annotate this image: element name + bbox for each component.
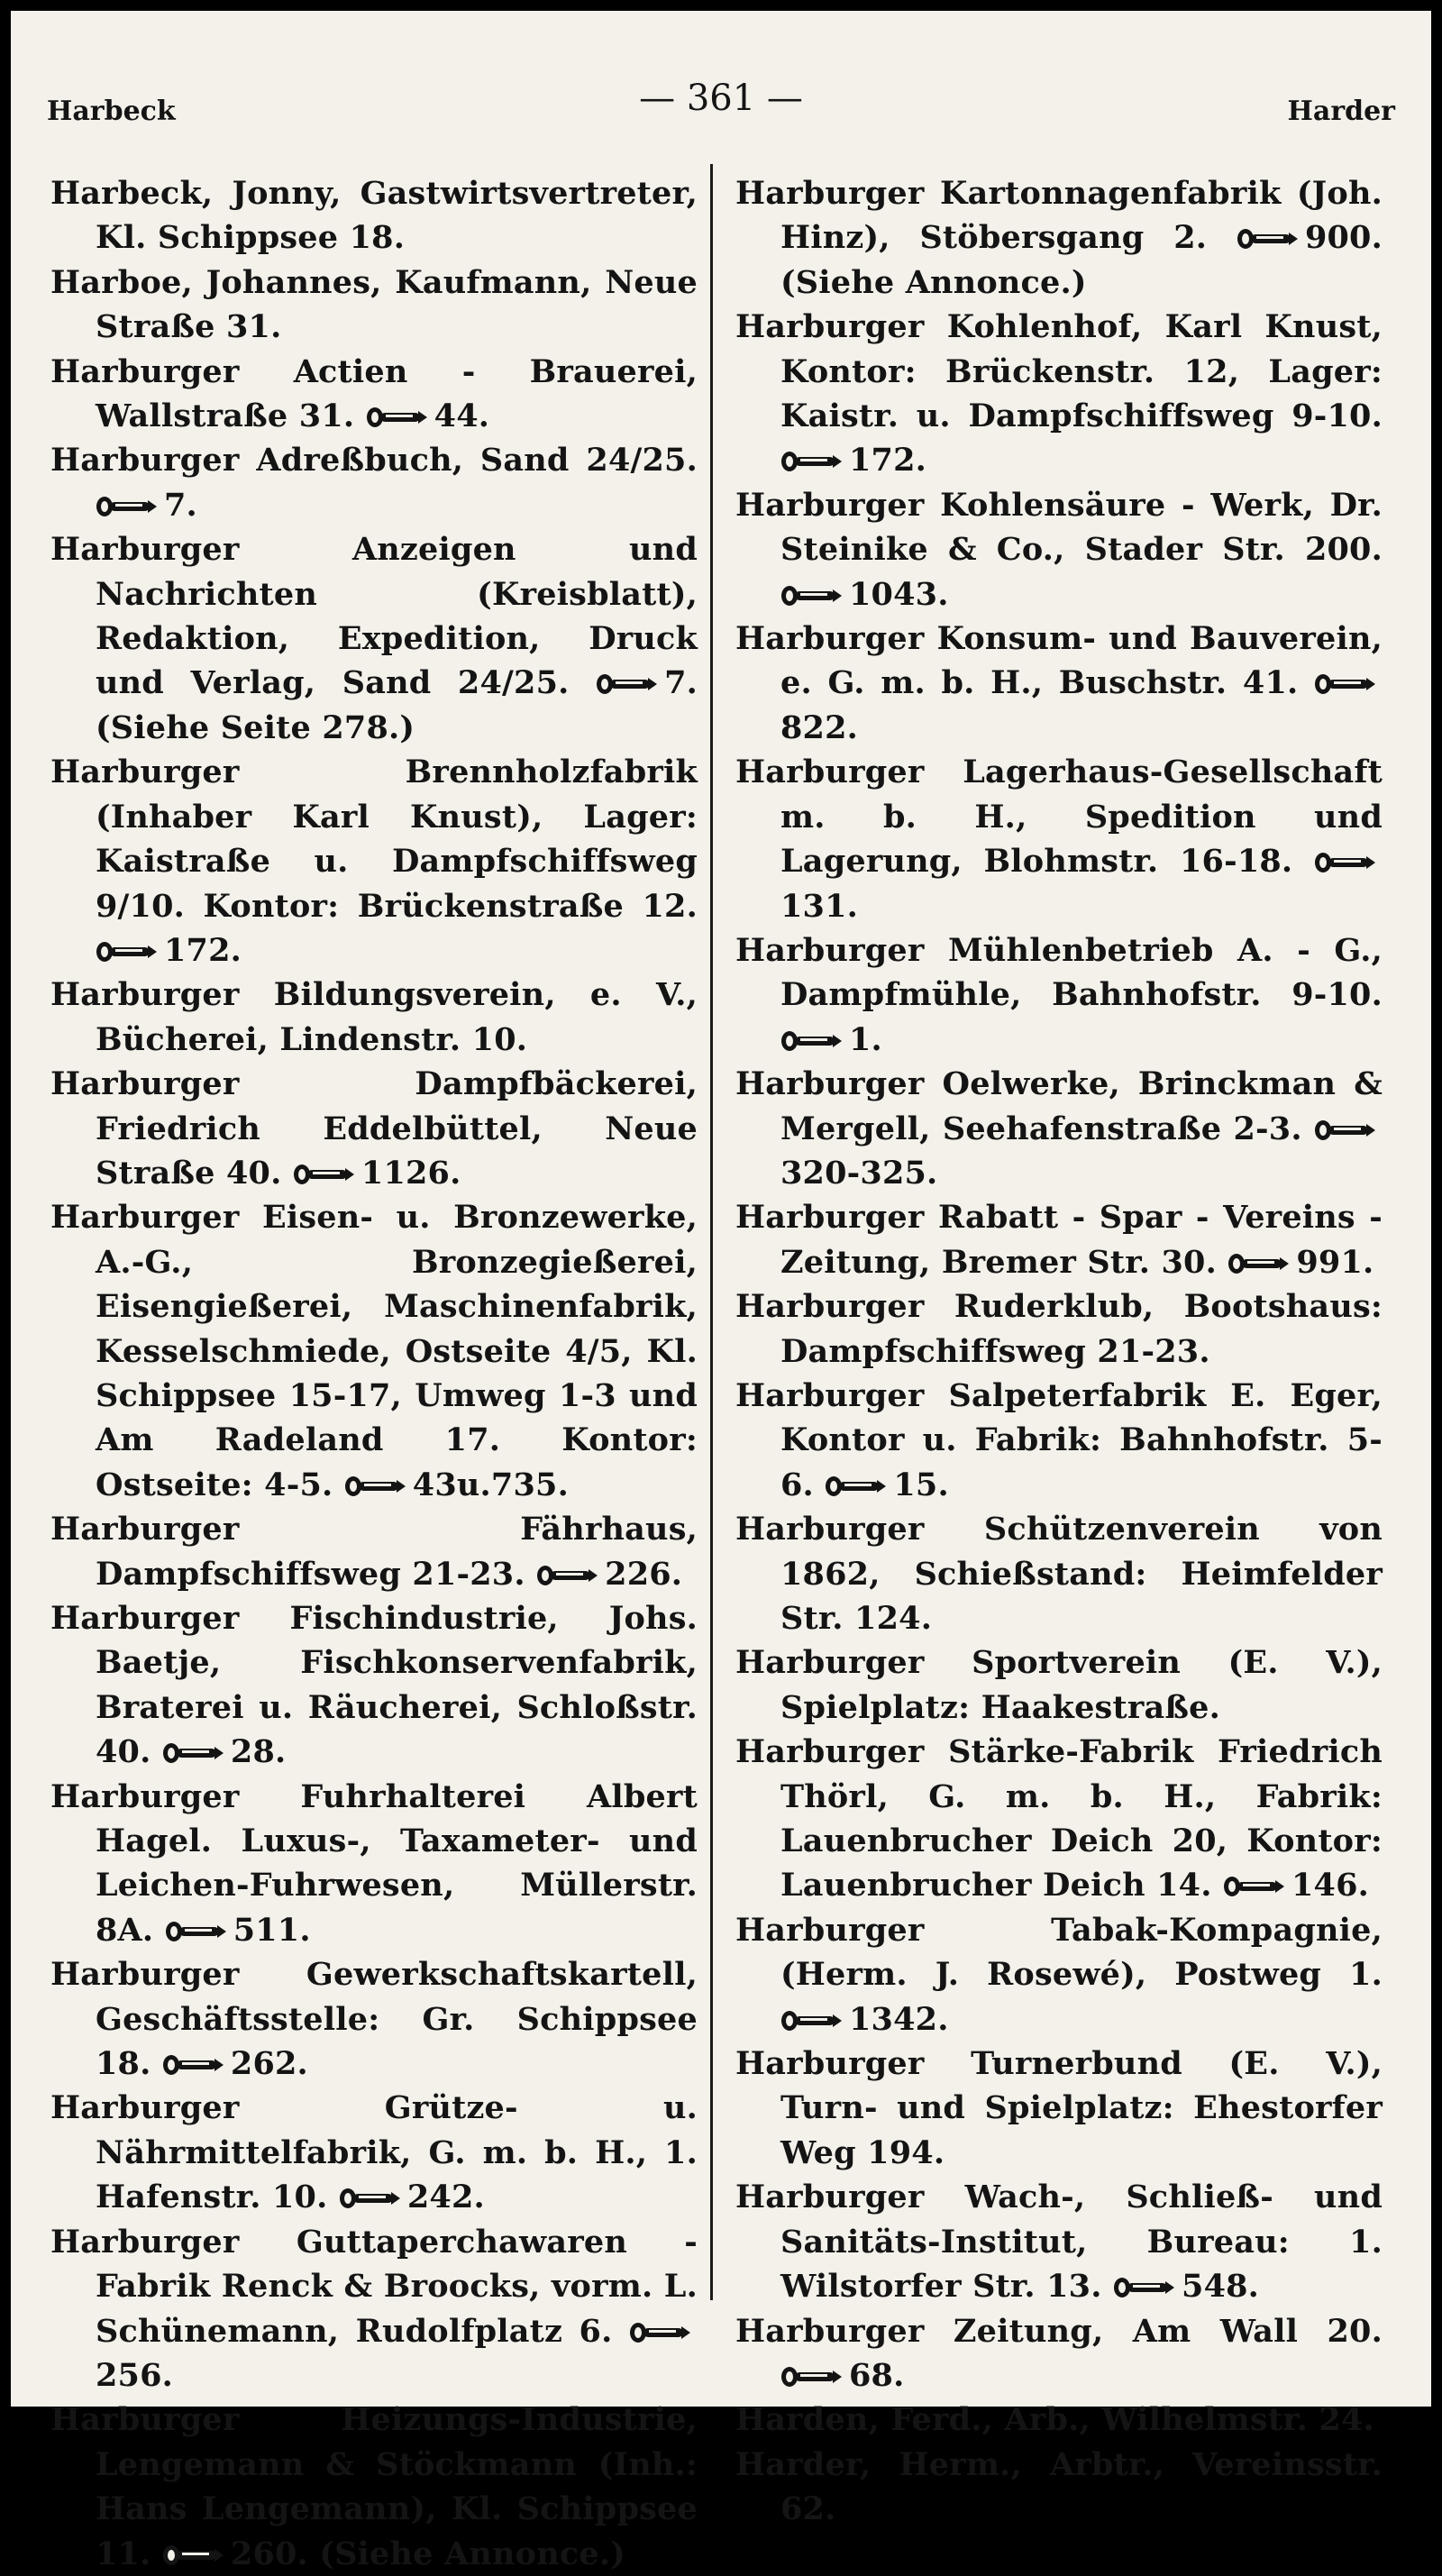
telephone-icon: [96, 940, 159, 964]
entry-text: Harburger Salpeterfabrik E. Eger, Kontor u. Fabrik: Bahnhofstr. 5-6.: [735, 1376, 1383, 1503]
telephone-number: 822.: [780, 708, 859, 746]
entry-text: Harbeck, Jonny, Gastwirtsvertreter, Kl. Schippsee 18.: [50, 175, 698, 257]
telephone-icon: [96, 495, 159, 518]
telephone-number: 43u.735.: [412, 1466, 569, 1503]
directory-entry: [735, 1640, 1383, 1730]
telephone-number: 226.: [605, 1555, 683, 1593]
telephone-icon: [165, 1920, 228, 1943]
page-header: [47, 74, 1395, 137]
telephone-number: 28.: [230, 1733, 287, 1771]
directory-entry: [735, 1507, 1383, 1640]
directory-entry: [50, 750, 698, 973]
entry-text: Harburger Oelwerke, Brinckman & Mergell, Seehafenstraße 2-3.: [735, 1065, 1383, 1147]
telephone-icon: [780, 1029, 844, 1053]
telephone-number: 256.: [96, 2356, 174, 2394]
directory-entry: [735, 2443, 1383, 2532]
right-column: [735, 171, 1383, 2532]
telephone-number: 262.: [230, 2045, 308, 2083]
directory-entry: [735, 750, 1383, 928]
directory-entry: [735, 305, 1383, 483]
directory-entry: [735, 2309, 1383, 2398]
entry-text: Harburger Zeitung, Am Wall 20.: [735, 2312, 1383, 2350]
telephone-number: 900. (Siehe Annonce.): [780, 219, 1383, 301]
entry-text: Harburger Stärke-Fabrik Friedrich Thörl, G. m. b. H., Fabrik: Lauenbrucher Deich 20, Kontor: Lauenbrucher Deich 14.: [735, 1733, 1383, 1905]
entry-text: Harburger Konsum- und Bauverein, e. G. m. b. H., Buschstr. 41.: [735, 620, 1383, 702]
telephone-icon: [1113, 2276, 1176, 2299]
entry-text: Harburger Lagerhaus-Gesellschaft m. b. H., Spedition und Lagerung, Blohmstr. 16-18.: [735, 754, 1383, 881]
telephone-number: 7.: [164, 486, 197, 524]
entry-text: Harburger Kohlenhof, Karl Knust, Kontor: Brückenstr. 12, Lager: Kaistr. u. Dampfschiffsweg 9-10.: [735, 308, 1383, 435]
left-column: [50, 171, 698, 2576]
telephone-icon: [366, 406, 429, 429]
directory-entry: [50, 973, 698, 1062]
telephone-number: 7. (Siehe Seite 278.): [96, 664, 698, 746]
directory-entry: [50, 527, 698, 750]
directory-entry: [735, 1195, 1383, 1284]
entry-text: Harden, Ferd., Arb., Wilhelmstr. 24.: [735, 2401, 1374, 2439]
telephone-icon: [339, 2187, 402, 2210]
entry-text: Harburger Mühlenbetrieb A. - G., Dampfmühle, Bahnhofstr. 9-10.: [735, 931, 1383, 1014]
telephone-icon: [293, 1163, 356, 1186]
telephone-number: 1043.: [849, 575, 949, 613]
telephone-number: 146.: [1291, 1867, 1370, 1905]
telephone-number: 68.: [849, 2356, 905, 2394]
telephone-icon: [629, 2321, 692, 2344]
directory-entry: [50, 171, 698, 260]
entry-text: Harder, Herm., Arbtr., Vereinsstr. 62.: [735, 2445, 1383, 2528]
directory-entry: [50, 1507, 698, 1596]
telephone-number: 260. (Siehe Annonce.): [230, 2535, 625, 2572]
directory-entry: [735, 617, 1383, 750]
telephone-icon: [596, 672, 659, 696]
telephone-icon: [162, 1741, 225, 1765]
directory-entry: [735, 483, 1383, 617]
directory-entry: [50, 2086, 698, 2219]
directory-page: [11, 11, 1431, 2572]
entry-text: Harburger Guttaperchawaren - Fabrik Renck & Broocks, vorm. L. Schünemann, Rudolfplatz 6.: [50, 2223, 698, 2350]
telephone-number: 172.: [849, 442, 927, 480]
telephone-icon: [780, 2009, 844, 2032]
telephone-icon: [1314, 1119, 1377, 1142]
directory-entry: [50, 438, 698, 527]
entry-text: Harburger Sportverein (E. V.), Spielplatz: Haakestraße.: [735, 1644, 1383, 1726]
telephone-number: 991.: [1296, 1243, 1374, 1281]
telephone-icon: [780, 584, 844, 607]
entry-text: Harburger Kohlensäure - Werk, Dr. Steinike & Co., Stader Str. 200.: [735, 486, 1383, 569]
telephone-icon: [536, 1564, 599, 1587]
entry-text: Harburger Fuhrhalterei Albert Hagel. Luxus-, Taxameter- und Leichen-Fuhrwesen, Müllerstr. 8A.: [50, 1777, 698, 1949]
entry-text: Harburger Fährhaus, Dampfschiffsweg 21-23.: [50, 1511, 698, 1593]
telephone-number: 320-325.: [780, 1154, 938, 1192]
telephone-icon: [1228, 1252, 1291, 1275]
page-number: — 361 —: [639, 78, 803, 119]
directory-entry: [50, 2398, 698, 2576]
entry-text: Harburger Heizungs-Industrie, Lengemann & Stöckmann (Inh.: Hans Lengemann), Kl. Schippsee 11.: [50, 2401, 698, 2572]
directory-entry: [735, 1062, 1383, 1195]
telephone-number: 1342.: [849, 2000, 949, 2038]
directory-entry: [50, 2220, 698, 2398]
telephone-number: 172.: [164, 931, 242, 969]
entry-text: Harboe, Johannes, Kaufmann, Neue Straße 31.: [50, 263, 698, 346]
directory-entry: [735, 1730, 1383, 1908]
telephone-icon: [344, 1475, 407, 1498]
entry-text: Harburger Dampfbäckerei, Friedrich Eddelbüttel, Neue Straße 40.: [50, 1065, 698, 1192]
telephone-icon: [162, 2544, 225, 2567]
telephone-icon: [1237, 227, 1300, 251]
running-head-right: Harder: [1287, 96, 1395, 127]
running-head-left: Harbeck: [47, 96, 176, 127]
directory-entry: [735, 928, 1383, 1062]
entry-text: Harburger Kartonnagenfabrik (Joh. Hinz), Stöbersgang 2.: [735, 175, 1383, 257]
directory-entry: [50, 1195, 698, 1507]
telephone-icon: [1314, 672, 1377, 696]
telephone-icon: [825, 1475, 888, 1498]
entry-text: Harburger Brennholzfabrik (Inhaber Karl Knust), Lager: Kaistraße u. Dampfschiffsweg 9/10. Kontor: Brückenstraße 12.: [50, 754, 698, 925]
directory-entry: [50, 1062, 698, 1195]
telephone-icon: [1223, 1875, 1286, 1898]
entry-text: Harburger Actien - Brauerei, Wallstraße 31.: [50, 352, 698, 435]
entry-text: Harburger Eisen- u. Bronzewerke, A.-G., Bronzegießerei, Eisengießerei, Maschinenfabrik, Kesselschmiede, Ostseite 4/5, Kl. Schippsee 15-17, Umweg 1-3 und Am Radeland 17. Kontor: Ostseite: 4-5.: [50, 1199, 698, 1503]
directory-entry: [735, 1284, 1383, 1374]
directory-entry: [50, 1952, 698, 2086]
entry-text: Harburger Gewerkschaftskartell, Geschäftsstelle: Gr. Schippsee 18.: [50, 1956, 698, 2083]
entry-text: Harburger Schützenverein von 1862, Schießstand: Heimfelder Str. 124.: [735, 1511, 1383, 1637]
directory-entry: [50, 350, 698, 439]
directory-entry: [735, 1374, 1383, 1507]
telephone-number: 242.: [406, 2179, 485, 2216]
directory-entry: [735, 1908, 1383, 2042]
entry-text: Harburger Turnerbund (E. V.), Turn- und Spielplatz: Ehestorfer Weg 194.: [735, 2045, 1383, 2171]
directory-entry: [735, 171, 1383, 305]
column-divider: [710, 164, 713, 2300]
telephone-number: 15.: [893, 1466, 949, 1503]
directory-entry: [735, 2398, 1383, 2442]
entry-text: Harburger Fischindustrie, Johs. Baetje, Fischkonservenfabrik, Braterei u. Räucherei, Schloßstr. 40.: [50, 1600, 698, 1771]
telephone-number: 511.: [233, 1911, 311, 1949]
telephone-icon: [780, 2365, 844, 2389]
telephone-number: 44.: [434, 397, 490, 435]
entry-text: Harburger Anzeigen und Nachrichten (Kreisblatt), Redaktion, Expedition, Druck und Verlag, Sand 24/25.: [50, 531, 698, 702]
entry-text: Harburger Rabatt - Spar - Vereins - Zeitung, Bremer Str. 30.: [735, 1199, 1383, 1281]
entry-text: Harburger Grütze- u. Nährmittelfabrik, G. m. b. H., 1. Hafenstr. 10.: [50, 2089, 698, 2216]
telephone-icon: [1314, 851, 1377, 874]
entry-text: Harburger Ruderklub, Bootshaus: Dampfschiffsweg 21-23.: [735, 1288, 1383, 1370]
entry-text: Harburger Tabak-Kompagnie, (Herm. J. Rosewé), Postweg 1.: [735, 1911, 1383, 1994]
telephone-icon: [780, 450, 844, 473]
directory-entry: [735, 2042, 1383, 2175]
telephone-icon: [162, 2053, 225, 2077]
directory-entry: [50, 260, 698, 350]
entry-text: Harburger Wach-, Schließ- und Sanitäts-Institut, Bureau: 1. Wilstorfer Str. 13.: [735, 2179, 1383, 2306]
telephone-number: 548.: [1182, 2268, 1260, 2306]
telephone-number: 131.: [780, 887, 859, 925]
telephone-number: 1.: [849, 1020, 882, 1058]
telephone-number: 1126.: [360, 1154, 461, 1192]
entry-text: Harburger Adreßbuch, Sand 24/25.: [50, 442, 698, 480]
directory-entry: [50, 1596, 698, 1775]
entry-text: Harburger Bildungsverein, e. V., Bücherei, Lindenstr. 10.: [50, 976, 698, 1058]
directory-entry: [735, 2175, 1383, 2308]
directory-entry: [50, 1775, 698, 1953]
